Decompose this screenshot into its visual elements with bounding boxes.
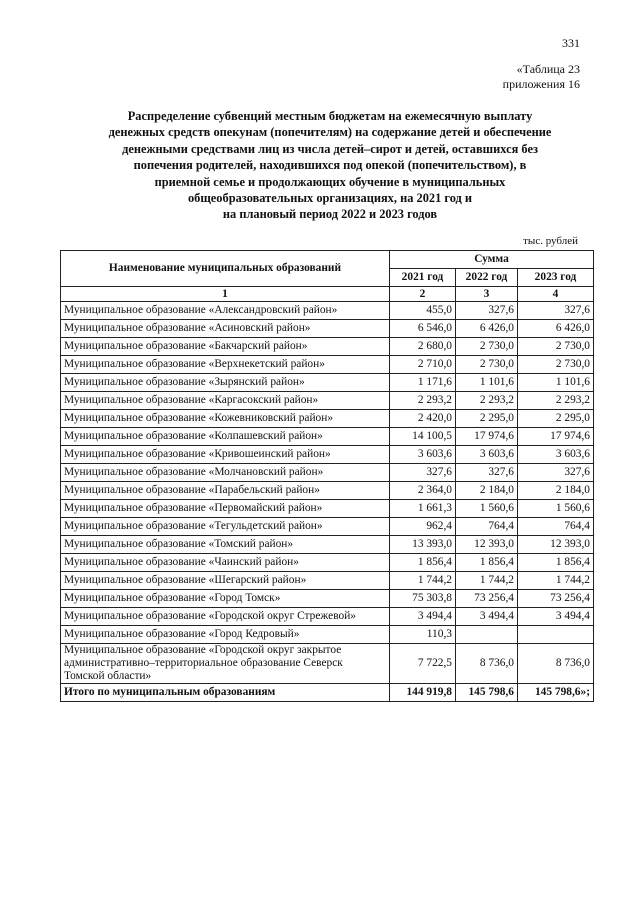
value-2023: 8 736,0 [518, 644, 594, 684]
table-row [61, 446, 594, 464]
value-2021: 1 856,4 [390, 554, 456, 572]
table-row [61, 644, 594, 684]
total-2023: 145 798,6»; [518, 684, 594, 702]
value-2023: 3 603,6 [518, 446, 594, 464]
municipality-name: Муниципальное образование «Зырянский район» [61, 374, 390, 392]
table-reference [503, 62, 580, 92]
value-2022 [456, 626, 518, 644]
value-2022: 2 295,0 [456, 410, 518, 428]
total-label: Итого по муниципальным образованиям [61, 684, 390, 702]
municipality-name: Муниципальное образование «Верхнекетский район» [61, 356, 390, 374]
municipality-name: Муниципальное образование «Колпашевский район» [61, 428, 390, 446]
value-2023: 1 744,2 [518, 572, 594, 590]
value-2021: 14 100,5 [390, 428, 456, 446]
municipality-name: Муниципальное образование «Томский район» [61, 536, 390, 554]
title-line: на плановый период 2022 и 2023 годов [222, 207, 438, 222]
value-2021: 2 680,0 [390, 338, 456, 356]
header-year: 2021 год [390, 269, 456, 287]
page-number: 331 [562, 36, 580, 50]
value-2021: 2 710,0 [390, 356, 456, 374]
municipality-name: Муниципальное образование «Тегульдетский район» [61, 518, 390, 536]
value-2022: 1 744,2 [456, 572, 518, 590]
value-2021: 962,4 [390, 518, 456, 536]
table-row [61, 626, 594, 644]
value-2022: 3 603,6 [456, 446, 518, 464]
value-2021: 2 293,2 [390, 392, 456, 410]
column-index: 3 [456, 287, 518, 302]
value-2021: 75 303,8 [390, 590, 456, 608]
table-row [61, 374, 594, 392]
title-line: денежных средств опекунам (попечителям) на содержание детей и обеспечение [108, 125, 552, 140]
total-row [61, 684, 594, 702]
value-2023: 6 426,0 [518, 320, 594, 338]
title-line: попечения родителей, находившихся под опекой (попечительством), в [133, 158, 527, 173]
table-row [61, 554, 594, 572]
table-row [61, 338, 594, 356]
header-sum: Сумма [390, 251, 594, 269]
value-2023: 764,4 [518, 518, 594, 536]
title-line: приемной семье и продолжающих обучение в муниципальных [154, 174, 506, 189]
value-2023: 12 393,0 [518, 536, 594, 554]
value-2022: 2 184,0 [456, 482, 518, 500]
value-2022: 2 730,0 [456, 356, 518, 374]
value-2023: 2 730,0 [518, 356, 594, 374]
value-2021: 3 494,4 [390, 608, 456, 626]
total-2022: 145 798,6 [456, 684, 518, 702]
value-2021: 13 393,0 [390, 536, 456, 554]
table-row [61, 302, 594, 320]
municipality-name: Муниципальное образование «Городской округ Стрежевой» [61, 608, 390, 626]
total-2021: 144 919,8 [390, 684, 456, 702]
municipality-name: Муниципальное образование «Каргасокский район» [61, 392, 390, 410]
value-2022: 2 293,2 [456, 392, 518, 410]
value-2021: 1 171,6 [390, 374, 456, 392]
value-2022: 1 560,6 [456, 500, 518, 518]
value-2022: 73 256,4 [456, 590, 518, 608]
municipality-name: Муниципальное образование «Парабельский район» [61, 482, 390, 500]
value-2022: 1 856,4 [456, 554, 518, 572]
table-row [61, 410, 594, 428]
municipality-name: Муниципальное образование «Город Томск» [61, 590, 390, 608]
value-2021: 2 364,0 [390, 482, 456, 500]
value-2022: 6 426,0 [456, 320, 518, 338]
value-2023: 1 560,6 [518, 500, 594, 518]
value-2021: 2 420,0 [390, 410, 456, 428]
value-2023: 17 974,6 [518, 428, 594, 446]
value-2023: 2 295,0 [518, 410, 594, 428]
value-2022: 764,4 [456, 518, 518, 536]
title-line: общеобразовательных организациях, на 2021 год и [187, 191, 473, 206]
municipality-name: Муниципальное образование «Городской округ закрытое административно–территориальное образование Северск Томской области» [61, 644, 390, 684]
municipality-name: Муниципальное образование «Первомайский район» [61, 500, 390, 518]
municipality-name: Муниципальное образование «Александровский район» [61, 302, 390, 320]
column-index: 2 [390, 287, 456, 302]
table-row [61, 392, 594, 410]
municipality-name: Муниципальное образование «Кожевниковский район» [61, 410, 390, 428]
table-reference-line: «Таблица 23 [516, 62, 580, 76]
municipality-name: Муниципальное образование «Город Кедровый» [61, 626, 390, 644]
header-year: 2022 год [456, 269, 518, 287]
value-2022: 12 393,0 [456, 536, 518, 554]
value-2021: 327,6 [390, 464, 456, 482]
column-index: 1 [61, 287, 390, 302]
header-name: Наименование муниципальных образований [61, 251, 390, 287]
value-2022: 17 974,6 [456, 428, 518, 446]
value-2023 [518, 626, 594, 644]
value-2023: 327,6 [518, 464, 594, 482]
title-line: денежными средствами лиц из числа детей–сирот и детей, оставшихся без [122, 141, 538, 156]
value-2021: 455,0 [390, 302, 456, 320]
document-title [80, 108, 580, 223]
table-row [61, 590, 594, 608]
table-row [61, 428, 594, 446]
municipality-name: Муниципальное образование «Бакчарский район» [61, 338, 390, 356]
table-row [61, 608, 594, 626]
value-2023: 327,6 [518, 302, 594, 320]
table-row [61, 320, 594, 338]
subsidy-table [60, 250, 594, 702]
municipality-name: Муниципальное образование «Кривошеинский район» [61, 446, 390, 464]
table-row [61, 464, 594, 482]
value-2022: 2 730,0 [456, 338, 518, 356]
table-row [61, 518, 594, 536]
value-2023: 2 184,0 [518, 482, 594, 500]
value-2021: 6 546,0 [390, 320, 456, 338]
table-reference-line: приложения 16 [502, 77, 580, 91]
value-2023: 1 101,6 [518, 374, 594, 392]
value-2022: 3 494,4 [456, 608, 518, 626]
value-2023: 1 856,4 [518, 554, 594, 572]
table-row [61, 482, 594, 500]
value-2022: 8 736,0 [456, 644, 518, 684]
title-line: Распределение субвенций местным бюджетам на ежемесячную выплату [127, 109, 533, 123]
table-row [61, 500, 594, 518]
value-2021: 110,3 [390, 626, 456, 644]
value-2021: 1 744,2 [390, 572, 456, 590]
municipality-name: Муниципальное образование «Чаинский район» [61, 554, 390, 572]
units-label: тыс. рублей [523, 235, 578, 247]
value-2021: 1 661,3 [390, 500, 456, 518]
value-2023: 2 293,2 [518, 392, 594, 410]
column-index: 4 [518, 287, 594, 302]
table-row [61, 572, 594, 590]
value-2022: 327,6 [456, 464, 518, 482]
table-row [61, 536, 594, 554]
value-2023: 73 256,4 [518, 590, 594, 608]
value-2023: 3 494,4 [518, 608, 594, 626]
value-2023: 2 730,0 [518, 338, 594, 356]
value-2021: 7 722,5 [390, 644, 456, 684]
value-2022: 327,6 [456, 302, 518, 320]
municipality-name: Муниципальное образование «Асиновский район» [61, 320, 390, 338]
municipality-name: Муниципальное образование «Шегарский район» [61, 572, 390, 590]
table-row [61, 356, 594, 374]
value-2021: 3 603,6 [390, 446, 456, 464]
municipality-name: Муниципальное образование «Молчановский район» [61, 464, 390, 482]
header-year: 2023 год [518, 269, 594, 287]
value-2022: 1 101,6 [456, 374, 518, 392]
